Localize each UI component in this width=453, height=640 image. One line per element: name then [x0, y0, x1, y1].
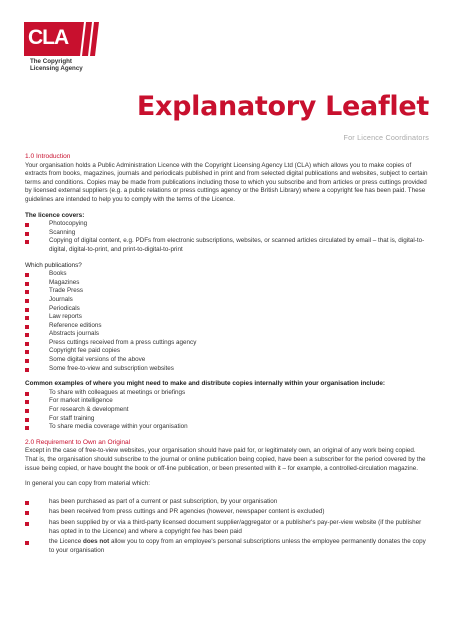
logo-line-2: Licensing Agency: [30, 65, 83, 72]
list-item: For staff training: [25, 415, 429, 424]
bullet-square-icon: [25, 240, 29, 244]
logo-line-1: The Copyright: [30, 58, 72, 65]
bullet-square-icon: [25, 308, 29, 312]
logo-tagline: [30, 58, 100, 72]
bullet-square-icon: [25, 299, 29, 303]
list-item: To share media coverage within your organisation: [25, 423, 429, 432]
list-item: Journals: [25, 296, 429, 305]
list-item: To share with colleagues at meetings or briefings: [25, 389, 429, 398]
bullet-square-icon: [25, 426, 29, 430]
list-item: Reference editions: [25, 322, 429, 331]
requirement-paragraph: Except in the case of free-to-view websites, your organisation should have paid for, or legitimately own, an original of any work being copied. That is, the organisation should subscribe to the journal or online publication being copied, have been a subscriber for the period covered by the issue being copied, or have bought the book or off-line publication, or been presented with it – for example, a controlled-circulation magazine.: [25, 447, 426, 472]
copy-sources-list: [25, 498, 429, 556]
bullet-square-icon: [25, 232, 29, 236]
cla-logo: [24, 20, 94, 58]
list-item: Copyright fee paid copies: [25, 347, 429, 356]
does-not-emphasis: does not: [82, 538, 110, 546]
list-item: has been purchased as part of a current or past subscription, by your organisation: [25, 498, 429, 507]
list-item: Magazines: [25, 279, 429, 288]
bullet-square-icon: [25, 400, 29, 404]
bullet-square-icon: [25, 273, 29, 277]
list-item: Books: [25, 270, 429, 279]
list-item: Press cuttings received from a press cuttings agency: [25, 339, 429, 348]
list-item: Copying of digital content, e.g. PDFs from electronic subscriptions, websites, or scanned articles circulated by email – that is, digital-to-digital, digital-to-print, and print-to-digital-to-print: [25, 237, 429, 254]
bullet-square-icon: [25, 409, 29, 413]
list-item: has been supplied by or via a third-party licensed document supplier/aggregator or a publisher's pay-per-view website (if the publisher has opted in to the Licence) and where a copyright fee has been paid: [25, 519, 429, 536]
section-2-heading: 2.0 Requirement to Own an Original: [25, 438, 131, 446]
document-body: [25, 153, 429, 562]
examples-heading: Common examples of where you might need to make and distribute copies internally within your organisation include:: [25, 380, 386, 388]
list-item: Some digital versions of the above: [25, 356, 429, 365]
list-item: For market intelligence: [25, 397, 429, 406]
bullet-square-icon: [25, 290, 29, 294]
logo-mark-text: CLA: [28, 26, 69, 49]
bullet-square-icon: [25, 350, 29, 354]
list-item: the Licence does not allow you to copy from an employee's personal subscriptions unless the employee permanently donates the copy to your organisation: [25, 538, 429, 555]
bullet-square-icon: [25, 501, 29, 505]
bullet-square-icon: [25, 368, 29, 372]
bullet-square-icon: [25, 325, 29, 329]
bullet-square-icon: [25, 541, 29, 545]
publications-heading: Which publications?: [25, 261, 82, 269]
bullet-square-icon: [25, 392, 29, 396]
list-item: has been received from press cuttings and PR agencies (however, newspaper content is excluded): [25, 508, 429, 517]
section-1-heading: 1.0 Introduction: [25, 153, 71, 160]
list-item: Photocopying: [25, 220, 429, 229]
bullet-square-icon: [25, 333, 29, 337]
bullet-square-icon: [25, 522, 29, 526]
covers-list: [25, 220, 429, 254]
publications-list: [25, 270, 429, 373]
covers-heading: The licence covers:: [25, 211, 85, 219]
bullet-square-icon: [25, 316, 29, 320]
list-item: Trade Press: [25, 287, 429, 296]
list-item: Some free-to-view and subscription websites: [25, 365, 429, 374]
bullet-square-icon: [25, 359, 29, 363]
list-item: Abstracts journals: [25, 330, 429, 339]
bullet-square-icon: [25, 511, 29, 515]
examples-list: [25, 389, 429, 432]
introduction-paragraph: Your organisation holds a Public Administration Licence with the Copyright Licensing Agency Ltd (CLA) which allows you to make copies of extracts from books, magazines, journals and periodicals published in print and from selected digital publications and websites, subject to certain terms and conditions. Copies may be made from publications including those to which you subscribe and from articles or press cuttings provided by licensed external suppliers (e.g. a public relations or press cuttings agency or the British Library) where a copyright fee has been paid. These guidelines are intended to help you to comply with the terms of the Licence.: [25, 161, 428, 203]
bullet-square-icon: [25, 282, 29, 286]
list-item: Scanning: [25, 229, 429, 238]
bullet-square-icon: [25, 418, 29, 422]
bullet-square-icon: [25, 342, 29, 346]
page-subtitle: For Licence Coordinators: [343, 133, 429, 142]
list-item: Law reports: [25, 313, 429, 322]
list-item: Periodicals: [25, 305, 429, 314]
general-copy-paragraph: In general you can copy from material which:: [25, 480, 150, 488]
list-item: For research & development: [25, 406, 429, 415]
bullet-square-icon: [25, 223, 29, 227]
page-title: Explanatory Leaflet: [136, 91, 429, 122]
